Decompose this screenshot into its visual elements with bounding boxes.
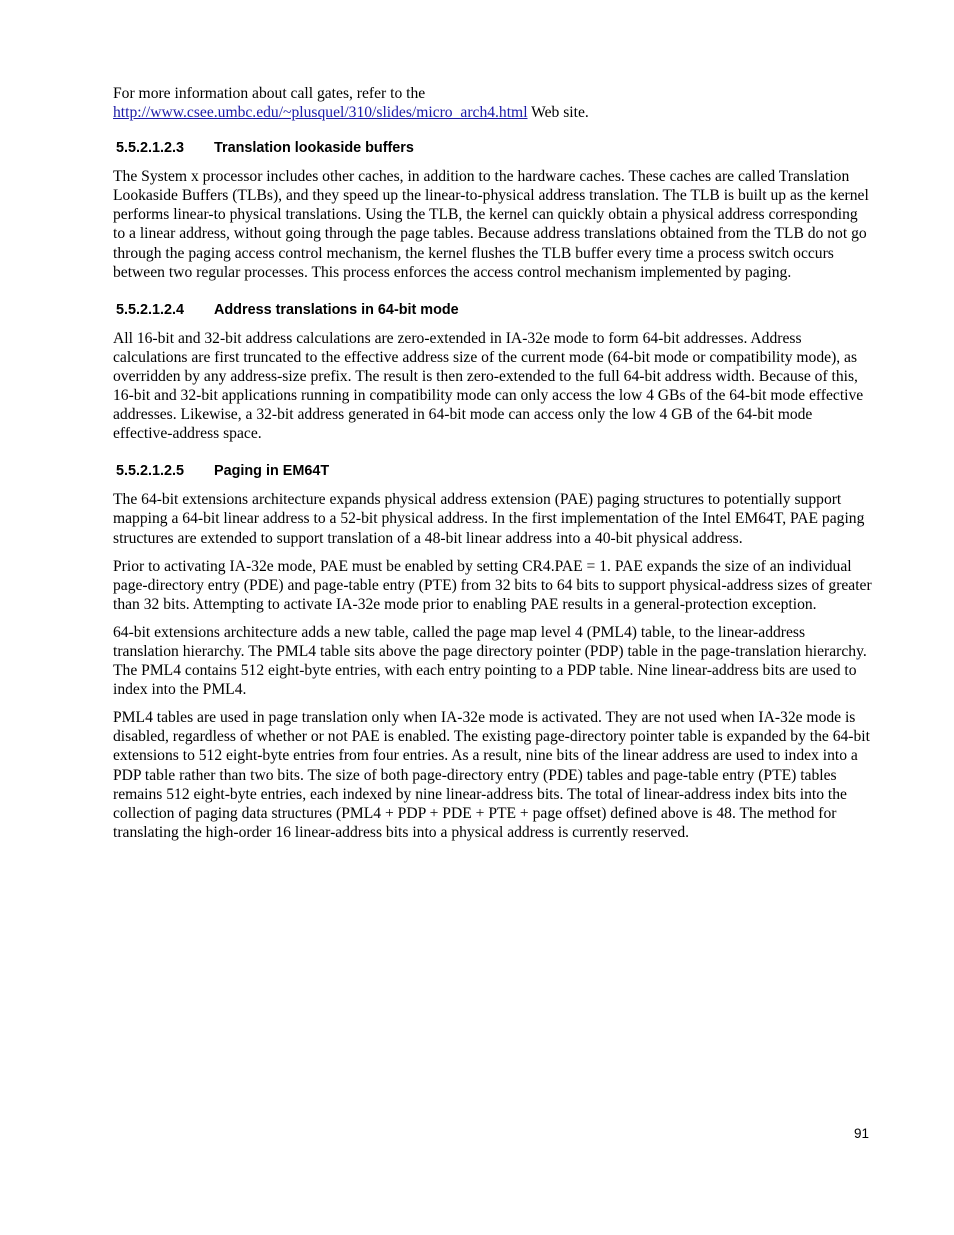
- paragraph: The 64-bit extensions architecture expands physical address extension (PAE) paging structures to potentially support mapping a 64-bit linear address to a 52-bit physical address. In the first implementation of the Intel EM64T, PAE paging structures are extended to support translation of a 48-bit linear address into a 40-bit physical address.: [113, 491, 865, 547]
- section-heading-address-translation: [116, 301, 873, 319]
- paragraph: 64-bit extensions architecture adds a new table, called the page map level 4 (PML4) table, to the linear-address translation hierarchy. The PML4 table sits above the page directory pointer (PDP) table in the page-translation hierarchy. The PML4 contains 512 eight-byte entries, with each entry pointing to a PDP table. Nine linear-address bits are used to index into the PML4.: [113, 623, 867, 699]
- intro-text-after: Web site.: [527, 104, 589, 122]
- paragraph: The System x processor includes other caches, in addition to the hardware caches. These caches are called Translation Lookaside Buffers (TLBs), and they speed up the linear-to-physical address translation. The TLB is built up as the kernel performs linear-to physical translations. Using the TLB, the kernel can quickly obtain a physical address corresponding to a linear address, without going through the page tables. Because address translations obtained from the TLB do not go through the paging access control mechanism, the kernel flushes the TLB buffer every time a process switch occurs between two regular processes. This process enforces the access control mechanism implemented by paging.: [113, 168, 869, 281]
- section-title: Translation lookaside buffers: [214, 140, 414, 157]
- paragraph: Prior to activating IA-32e mode, PAE must be enabled by setting CR4.PAE = 1. PAE expands the size of an individual page-directory entry (PDE) and page-table entry (PTE) from 32 bits to 64 bits to support physical-address sizes of greater than 32 bits. Attempting to activate IA-32e mode prior to enabling PAE results in a general-protection exception.: [113, 557, 872, 613]
- page-number: 91: [853, 1126, 869, 1141]
- intro-text: For more information about call gates, refer to the: [113, 85, 426, 102]
- section-number: 5.5.2.1.2.3: [116, 140, 185, 157]
- paragraph: PML4 tables are used in page translation only when IA-32e mode is activated. They are not used when IA-32e mode is disabled, regardless of whether or not PAE is enabled. The existing page-directory pointer table is expanded by the 64-bit extensions to 512 eight-byte entries from four entries. As a result, nine bits of the linear address are used to index into a PDP table rather than two bits. The size of both page-directory entry (PDE) tables and page-table entry (PTE) tables remains 512 eight-byte entries, each indexed by nine linear-address bits. The total of linear-address index bits into the collection of paging data structures (PML4 + PDP + PDE + PTE + page offset) defined above is 48. The method for translating the high-order 16 linear-address bits into a physical address is currently reserved.: [113, 709, 870, 841]
- intro-paragraph: [113, 84, 873, 122]
- paragraph: All 16-bit and 32-bit address calculations are zero-extended in IA-32e mode to form 64-bit addresses. Address calculations are first truncated to the effective address size of the current mode (64-bit mode or compatibility mode), as overridden by any address-size prefix. The result is then zero-extended to the full 64-bit address width. Because of this, 16-bit and 32-bit applications running in compatibility mode can only access the low 4 GBs of the 64-bit mode effective addresses. Likewise, a 32-bit address generated in 64-bit mode can access only the low 4 GB of the 64-bit mode effective-address space.: [113, 329, 864, 443]
- document-page: [113, 84, 873, 851]
- micro-arch-link[interactable]: http://www.csee.umbc.edu/~plusquel/310/slides/micro_arch4.html: [113, 104, 528, 122]
- section-number: 5.5.2.1.2.4: [116, 301, 185, 318]
- section-title: Paging in EM64T: [214, 463, 330, 480]
- section-number: 5.5.2.1.2.5: [116, 463, 185, 480]
- section-title: Address translations in 64-bit mode: [214, 301, 459, 318]
- section-heading-tlb: [116, 139, 873, 157]
- section-heading-paging-em64t: [116, 462, 873, 480]
